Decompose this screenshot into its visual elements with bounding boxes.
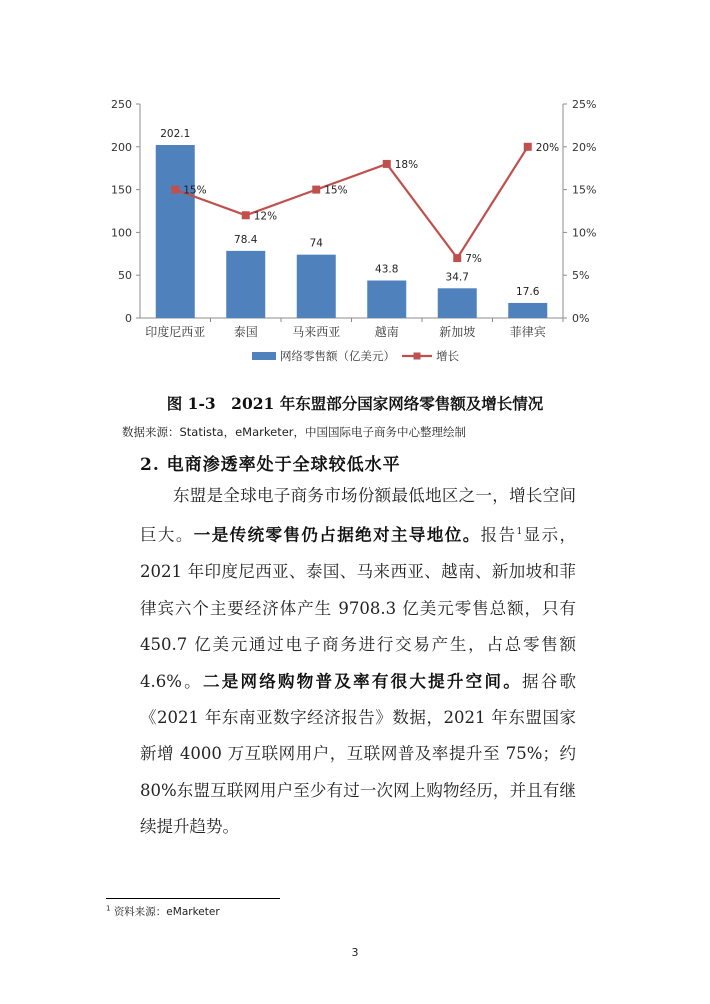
growth-point	[242, 211, 250, 219]
growth-point	[453, 254, 461, 262]
left-tick-label: 0	[125, 312, 132, 325]
growth-point	[312, 186, 320, 194]
bar	[438, 288, 477, 318]
chart-legend	[252, 349, 459, 363]
left-tick-label: 50	[118, 269, 132, 283]
right-tick-label: 10%	[572, 226, 597, 240]
bar-value-label: 17.6	[516, 285, 540, 298]
bold-point-two: 二是网络购物普及率有很大提升空间。	[202, 671, 522, 691]
legend-bar-swatch	[252, 352, 276, 360]
left-tick-label: 100	[111, 226, 132, 240]
footnote-divider	[106, 898, 280, 899]
right-tick-label: 20%	[572, 140, 597, 154]
growth-value-label: 7%	[465, 253, 482, 266]
legend-bar-label: 网络零售额（亿美元）	[280, 349, 395, 363]
bar-value-label: 34.7	[445, 271, 469, 284]
bold-point-one: 一是传统零售仍占据绝对主导地位。	[193, 525, 481, 545]
growth-line	[175, 147, 528, 258]
bar-value-label: 78.4	[234, 233, 258, 246]
growth-value-label: 18%	[394, 158, 419, 171]
left-axis-ticks	[111, 98, 140, 325]
data-source-note: 数据来源：Statista，eMarketer，中国国际电子商务中心整理绘制	[122, 425, 467, 439]
right-axis-ticks	[563, 98, 596, 325]
bar	[226, 251, 265, 318]
left-tick-label: 150	[111, 183, 132, 197]
footnote	[106, 904, 220, 919]
bar-value-label: 43.8	[375, 263, 399, 276]
category-label: 马来西亚	[292, 325, 341, 339]
right-tick-label: 0%	[572, 312, 590, 325]
growth-value-label: 12%	[253, 210, 278, 223]
legend-line-marker	[414, 353, 421, 360]
growth-value-label: 20%	[535, 141, 560, 154]
growth-point	[383, 160, 391, 168]
right-tick-label: 5%	[572, 269, 590, 283]
growth-point	[524, 143, 532, 151]
bar	[156, 145, 195, 318]
bar	[508, 303, 547, 318]
bar	[367, 281, 406, 318]
category-labels	[145, 318, 563, 339]
bar	[297, 255, 336, 318]
body-paragraph	[140, 478, 576, 846]
legend-line-label: 增长	[436, 349, 459, 363]
right-tick-label: 15%	[572, 183, 597, 197]
sentence-intro: 东盟是全球电子商务市场份额最低地区之一，增长空间巨大。	[140, 486, 576, 545]
footnote-text: 资料来源：eMarketer	[113, 906, 220, 918]
left-tick-label: 200	[111, 140, 132, 154]
footnote-ref[interactable]: 1	[516, 527, 523, 538]
figure-caption: 图 1-3 2021 年东盟部分国家网络零售额及增长情况	[166, 394, 544, 413]
line-series	[171, 142, 559, 265]
section-heading: 2. 电商渗透率处于全球较低水平	[140, 455, 401, 475]
category-label: 菲律宾	[509, 325, 546, 339]
bar-value-label: 74	[309, 237, 323, 250]
left-tick-label: 250	[111, 98, 132, 111]
growth-value-label: 15%	[324, 184, 348, 197]
growth-value-label: 15%	[183, 184, 207, 197]
sentence-google-report: 据谷歌《2021 年东南亚数字经济报告》数据，2021 年东盟国家新增 4000 万互联网用户，互联网普及率提升至 75%；约 80%东盟互联网用户至少有过一次网上购物经历，并且有继续提升趋势。	[140, 671, 576, 837]
footnote-mark: 1	[106, 904, 111, 913]
page-number: 3	[351, 946, 359, 959]
category-label: 泰国	[233, 325, 258, 339]
bar-series	[156, 128, 548, 318]
sentence-retail-data: 显示，2021 年印度尼西亚、泰国、马来西亚、越南、新加坡和菲律宾六个主要经济体产生 9708.3 亿美元零售总额，只有 450.7 亿美元通过电子商务进行交易产生，占总零售额 4.6%。	[140, 525, 577, 691]
right-tick-label: 25%	[572, 98, 597, 111]
bar-value-label: 202.1	[160, 128, 191, 141]
category-label: 越南	[374, 325, 399, 339]
category-label: 印度尼西亚	[145, 325, 206, 339]
sentence-report: 报告	[480, 525, 517, 545]
growth-point	[171, 186, 179, 194]
bar-line-chart	[0, 0, 710, 380]
category-label: 新加坡	[439, 325, 476, 339]
